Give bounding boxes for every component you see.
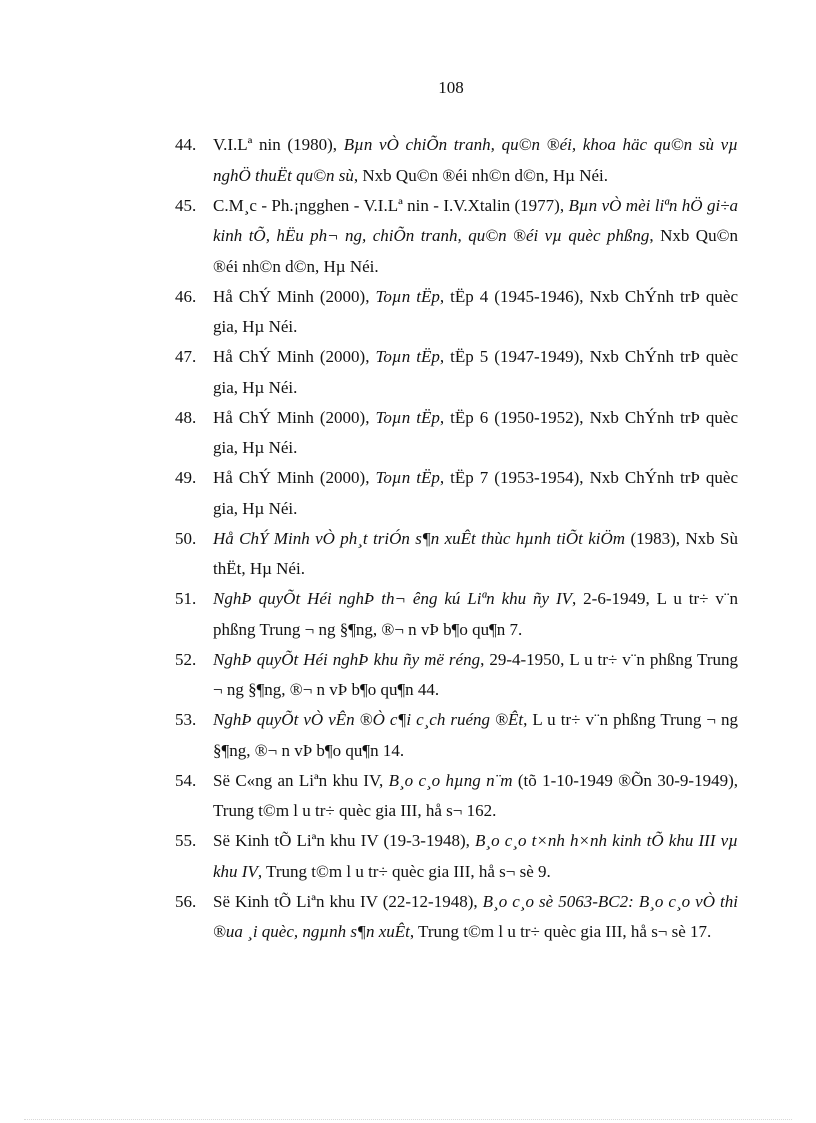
reference-item [132,826,738,887]
reference-item [132,403,738,464]
reference-number: 44. [175,135,197,154]
reference-text: , Nxb Qu©n ®éi nh©n d©n, Hµ Néi. [213,226,738,276]
reference-text: , tËp 6 (1950-1952), Nxb ChÝnh trÞ quèc gia, Hµ Néi. [213,407,739,457]
reference-text: , tËp 5 (1947-1949), Nxb ChÝnh trÞ quèc gia, Hµ Néi. [213,347,739,397]
reference-title: B¸o c¸o t×nh h×nh kinh tÕ khu III vµ khu IV [213,831,738,881]
reference-number: 52. [175,649,197,669]
reference-item [132,766,738,827]
reference-text: (tõ 1-10-1949 ®Õn 30-9-1949), Trung t©m l u tr÷ quèc gia III, hå s¬ 162. [213,770,738,820]
reference-text: , tËp 4 (1945-1946), Nxb ChÝnh trÞ quèc gia, Hµ Néi. [213,286,739,336]
reference-item [132,130,738,191]
reference-title: B¸o c¸o sè 5063-BC2: B¸o c¸o vÒ thi ®ua ¸i quèc, ngµnh s¶n xuÊt [213,891,738,941]
reference-text: Hå ChÝ Minh (2000), [213,468,376,487]
reference-item [132,282,738,343]
reference-item [132,463,738,524]
reference-text: , tËp 7 (1953-1954), Nxb ChÝnh trÞ quèc gia, Hµ Néi. [213,468,739,518]
reference-number: 48. [175,407,197,427]
reference-title: B¸o c¸o hµng n¨m [388,770,513,790]
reference-list [132,130,738,947]
reference-number: 51. [175,589,197,608]
reference-item [132,887,738,948]
reference-title: NghÞ quyÕt vÒ vÊn ®Ò c¶i c¸ch ruéng ®Êt [213,710,524,729]
reference-text: Së C«ng an Liªn khu IV, [213,770,389,790]
reference-number: 47. [175,347,197,366]
reference-item [132,584,738,645]
reference-text: Së Kinh tÕ Liªn khu IV (19-3-1948), [213,831,476,850]
reference-item [132,342,738,403]
reference-number: 46. [175,286,197,306]
reference-number: 49. [175,468,197,487]
reference-title: Hå ChÝ Minh vÒ ph¸t triÓn s¶n xuÊt thùc hµnh tiÕt kiÖm [213,528,626,548]
reference-text: , 29-4-1950, L u tr÷ v¨n phßng Trung ¬ ng §¶ng, ®¬ n vÞ b¶o qu¶n 44. [213,649,738,699]
reference-text: V.I.Lª nin (1980), [213,135,344,154]
reference-text: , L u tr÷ v¨n phßng Trung ¬ ng §¶ng, ®¬ n vÞ b¶o qu¶n 14. [213,710,739,760]
reference-title: Bµn vÒ chiÕn tranh, qu©n ®éi, khoa häc qu©n sù vµ nghÖ thuËt qu©n sù [213,135,738,185]
reference-text: (1983), Nxb Sù thËt, Hµ Néi. [213,528,738,578]
reference-title: Bµn vÒ mèi liªn hÖ gi÷a kinh tÕ, hËu ph¬ ng, chiÕn tranh, qu©n ®éi vµ quèc phßng [213,195,739,245]
page-number: 108 [438,78,464,97]
reference-title: Toµn tËp [375,286,440,306]
reference-text: , Trung t©m l u tr÷ quèc gia III, hå s¬ sè 17. [409,922,712,941]
reference-number: 55. [175,831,197,850]
reference-title: Toµn tËp [375,347,440,366]
reference-text: , Nxb Qu©n ®éi nh©n d©n, Hµ Néi. [353,165,608,185]
reference-text: , 2-6-1949, L u tr÷ v¨n phßng Trung ¬ ng §¶ng, ®¬ n vÞ b¶o qu¶n 7. [213,589,738,639]
reference-number: 54. [175,770,197,790]
reference-number: 50. [175,528,197,548]
reference-title: Toµn tËp [375,407,440,427]
reference-item [132,524,738,585]
reference-text: Hå ChÝ Minh (2000), [213,407,376,427]
reference-text: C.M¸c - Ph.¡ngghen - V.I.Lª nin - I.V.Xtalin (1977), [213,195,569,215]
reference-item [132,191,738,283]
reference-title: Toµn tËp [375,468,440,487]
reference-number: 53. [175,710,197,729]
reference-text: Hå ChÝ Minh (2000), [213,347,376,366]
reference-item [132,705,738,766]
reference-title: NghÞ quyÕt Héi nghÞ khu ñy më réng [213,649,481,669]
reference-number: 56. [175,891,197,911]
reference-title: NghÞ quyÕt Héi nghÞ th¬ êng kú Liªn khu ñy IV [213,589,573,608]
reference-text: , Trung t©m l u tr÷ quèc gia III, hå s¬ sè 9. [257,861,551,881]
page-bottom-divider [24,1119,792,1120]
reference-text: Së Kinh tÕ Liªn khu IV (22-12-1948), [213,891,483,911]
reference-item [132,645,738,706]
reference-text: Hå ChÝ Minh (2000), [213,286,376,306]
reference-number: 45. [175,195,197,215]
